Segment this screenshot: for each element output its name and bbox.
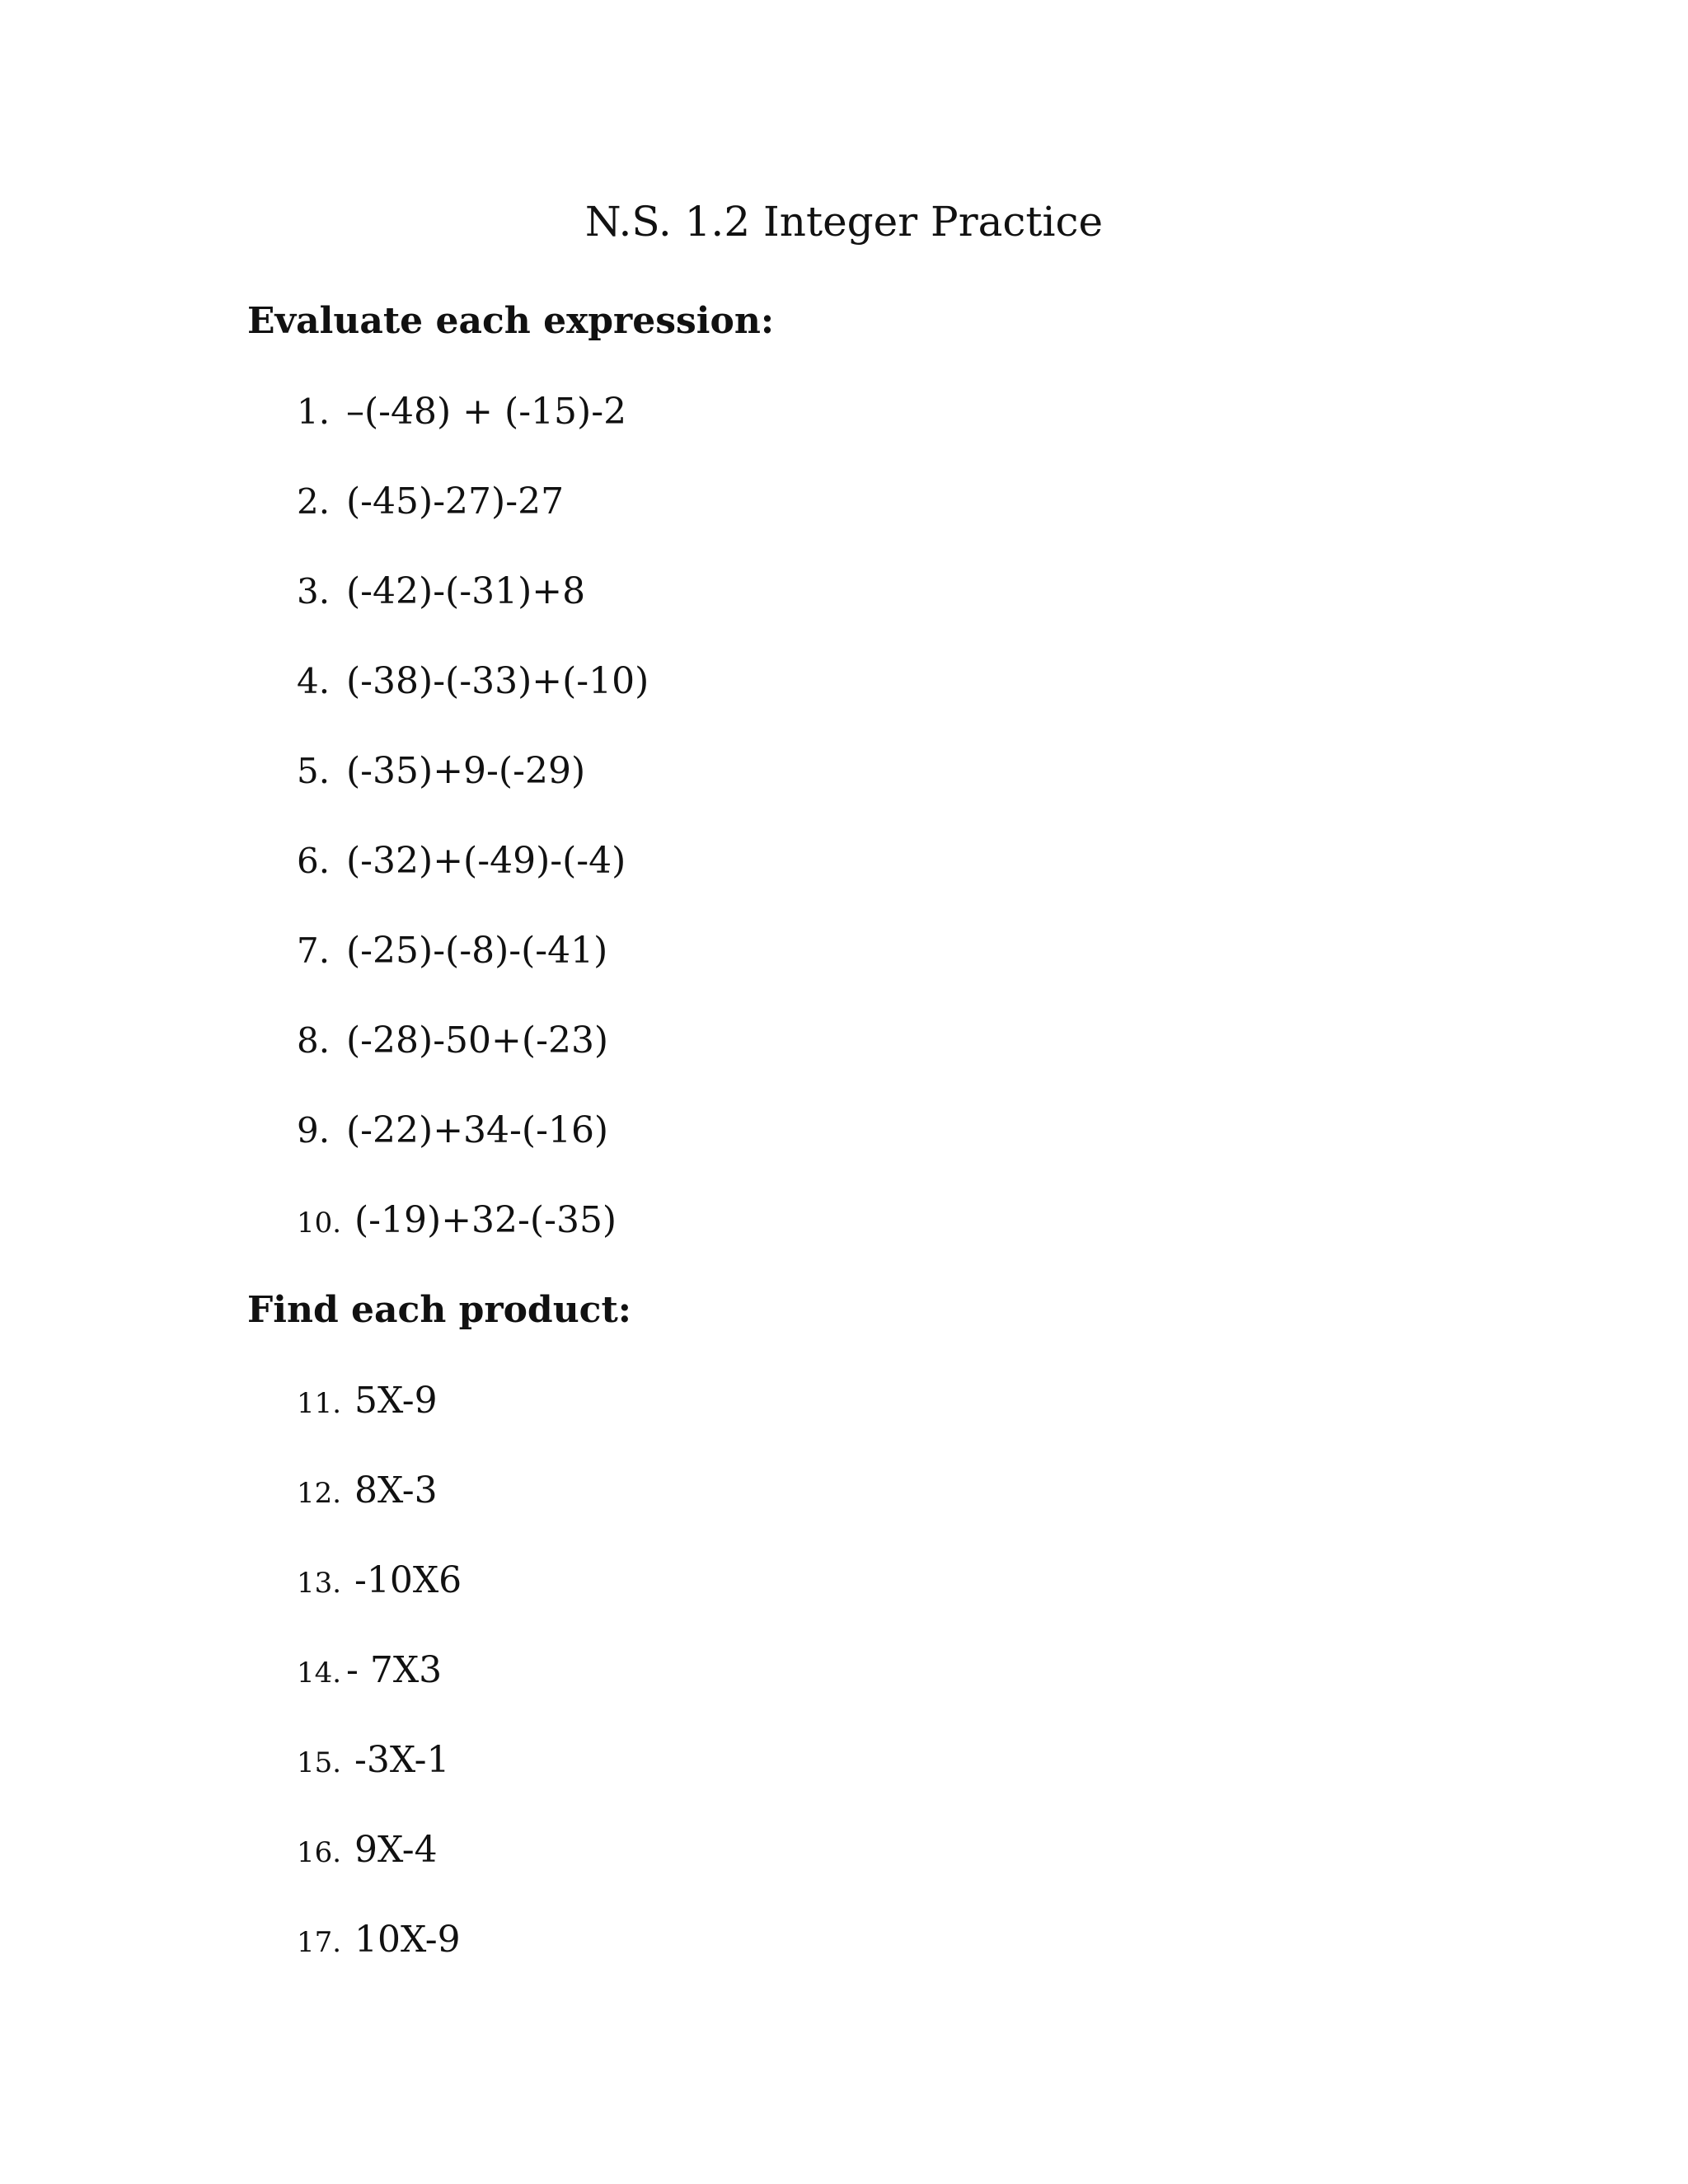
item-number: 3. <box>297 571 331 612</box>
item-number: 4. <box>297 661 331 701</box>
item-number: 13. <box>297 1567 342 1600</box>
item-expression: 8X-3 <box>354 1469 438 1511</box>
item-expression: (-35)+9-(-29) <box>346 750 586 792</box>
item-number: 16. <box>297 1836 342 1869</box>
list-item <box>297 1376 438 1426</box>
list-item <box>297 747 585 796</box>
item-number: 14. <box>297 1657 342 1690</box>
item-number: 12. <box>297 1477 342 1510</box>
section-heading-evaluate: Evaluate each expression: <box>247 300 775 342</box>
item-expression: (-22)+34-(-16) <box>346 1109 609 1151</box>
item-number: 15. <box>297 1746 342 1779</box>
item-expression: 9X-4 <box>354 1829 438 1871</box>
list-item <box>297 1106 608 1155</box>
item-expression: (-32)+(-49)-(-4) <box>346 840 626 882</box>
item-number: 10. <box>297 1207 342 1240</box>
list-item <box>297 1736 449 1785</box>
list-item <box>297 1825 438 1875</box>
item-expression: 10X-9 <box>354 1919 461 1961</box>
list-item <box>297 477 564 527</box>
list-item <box>297 1016 608 1066</box>
item-number: 8. <box>297 1020 331 1061</box>
item-number: 2. <box>297 481 331 522</box>
list-item <box>297 1646 442 1695</box>
item-expression: –(-48) + (-15)-2 <box>346 391 627 433</box>
item-expression: 5X-9 <box>354 1380 438 1422</box>
page-title: N.S. 1.2 Integer Practice <box>584 198 1104 246</box>
list-item <box>297 926 607 976</box>
item-number: 11. <box>297 1387 342 1420</box>
item-expression: -3X-1 <box>354 1739 450 1781</box>
item-number: 7. <box>297 930 331 971</box>
list-item <box>297 567 585 616</box>
item-number: 1. <box>297 391 331 432</box>
list-item <box>297 1466 438 1516</box>
list-item <box>297 1196 617 1245</box>
item-expression: -10X6 <box>354 1559 462 1601</box>
list-item <box>297 387 626 437</box>
item-number: 17. <box>297 1926 342 1959</box>
item-expression: (-25)-(-8)-(-41) <box>346 930 608 972</box>
item-expression: (-28)-50+(-23) <box>346 1019 609 1062</box>
item-expression: - 7X3 <box>346 1649 443 1691</box>
item-expression: (-19)+32-(-35) <box>354 1199 617 1241</box>
item-expression: (-38)-(-33)+(-10) <box>346 660 649 702</box>
item-expression: (-45)-27)-27 <box>346 480 565 523</box>
list-item <box>297 1556 462 1605</box>
item-expression: (-42)-(-31)+8 <box>346 570 586 612</box>
item-number: 9. <box>297 1110 331 1151</box>
section-heading-product: Find each product: <box>247 1289 632 1331</box>
list-item <box>297 1915 461 1965</box>
item-number: 5. <box>297 751 331 791</box>
item-number: 6. <box>297 841 331 881</box>
list-item <box>297 657 649 706</box>
list-item <box>297 837 626 886</box>
